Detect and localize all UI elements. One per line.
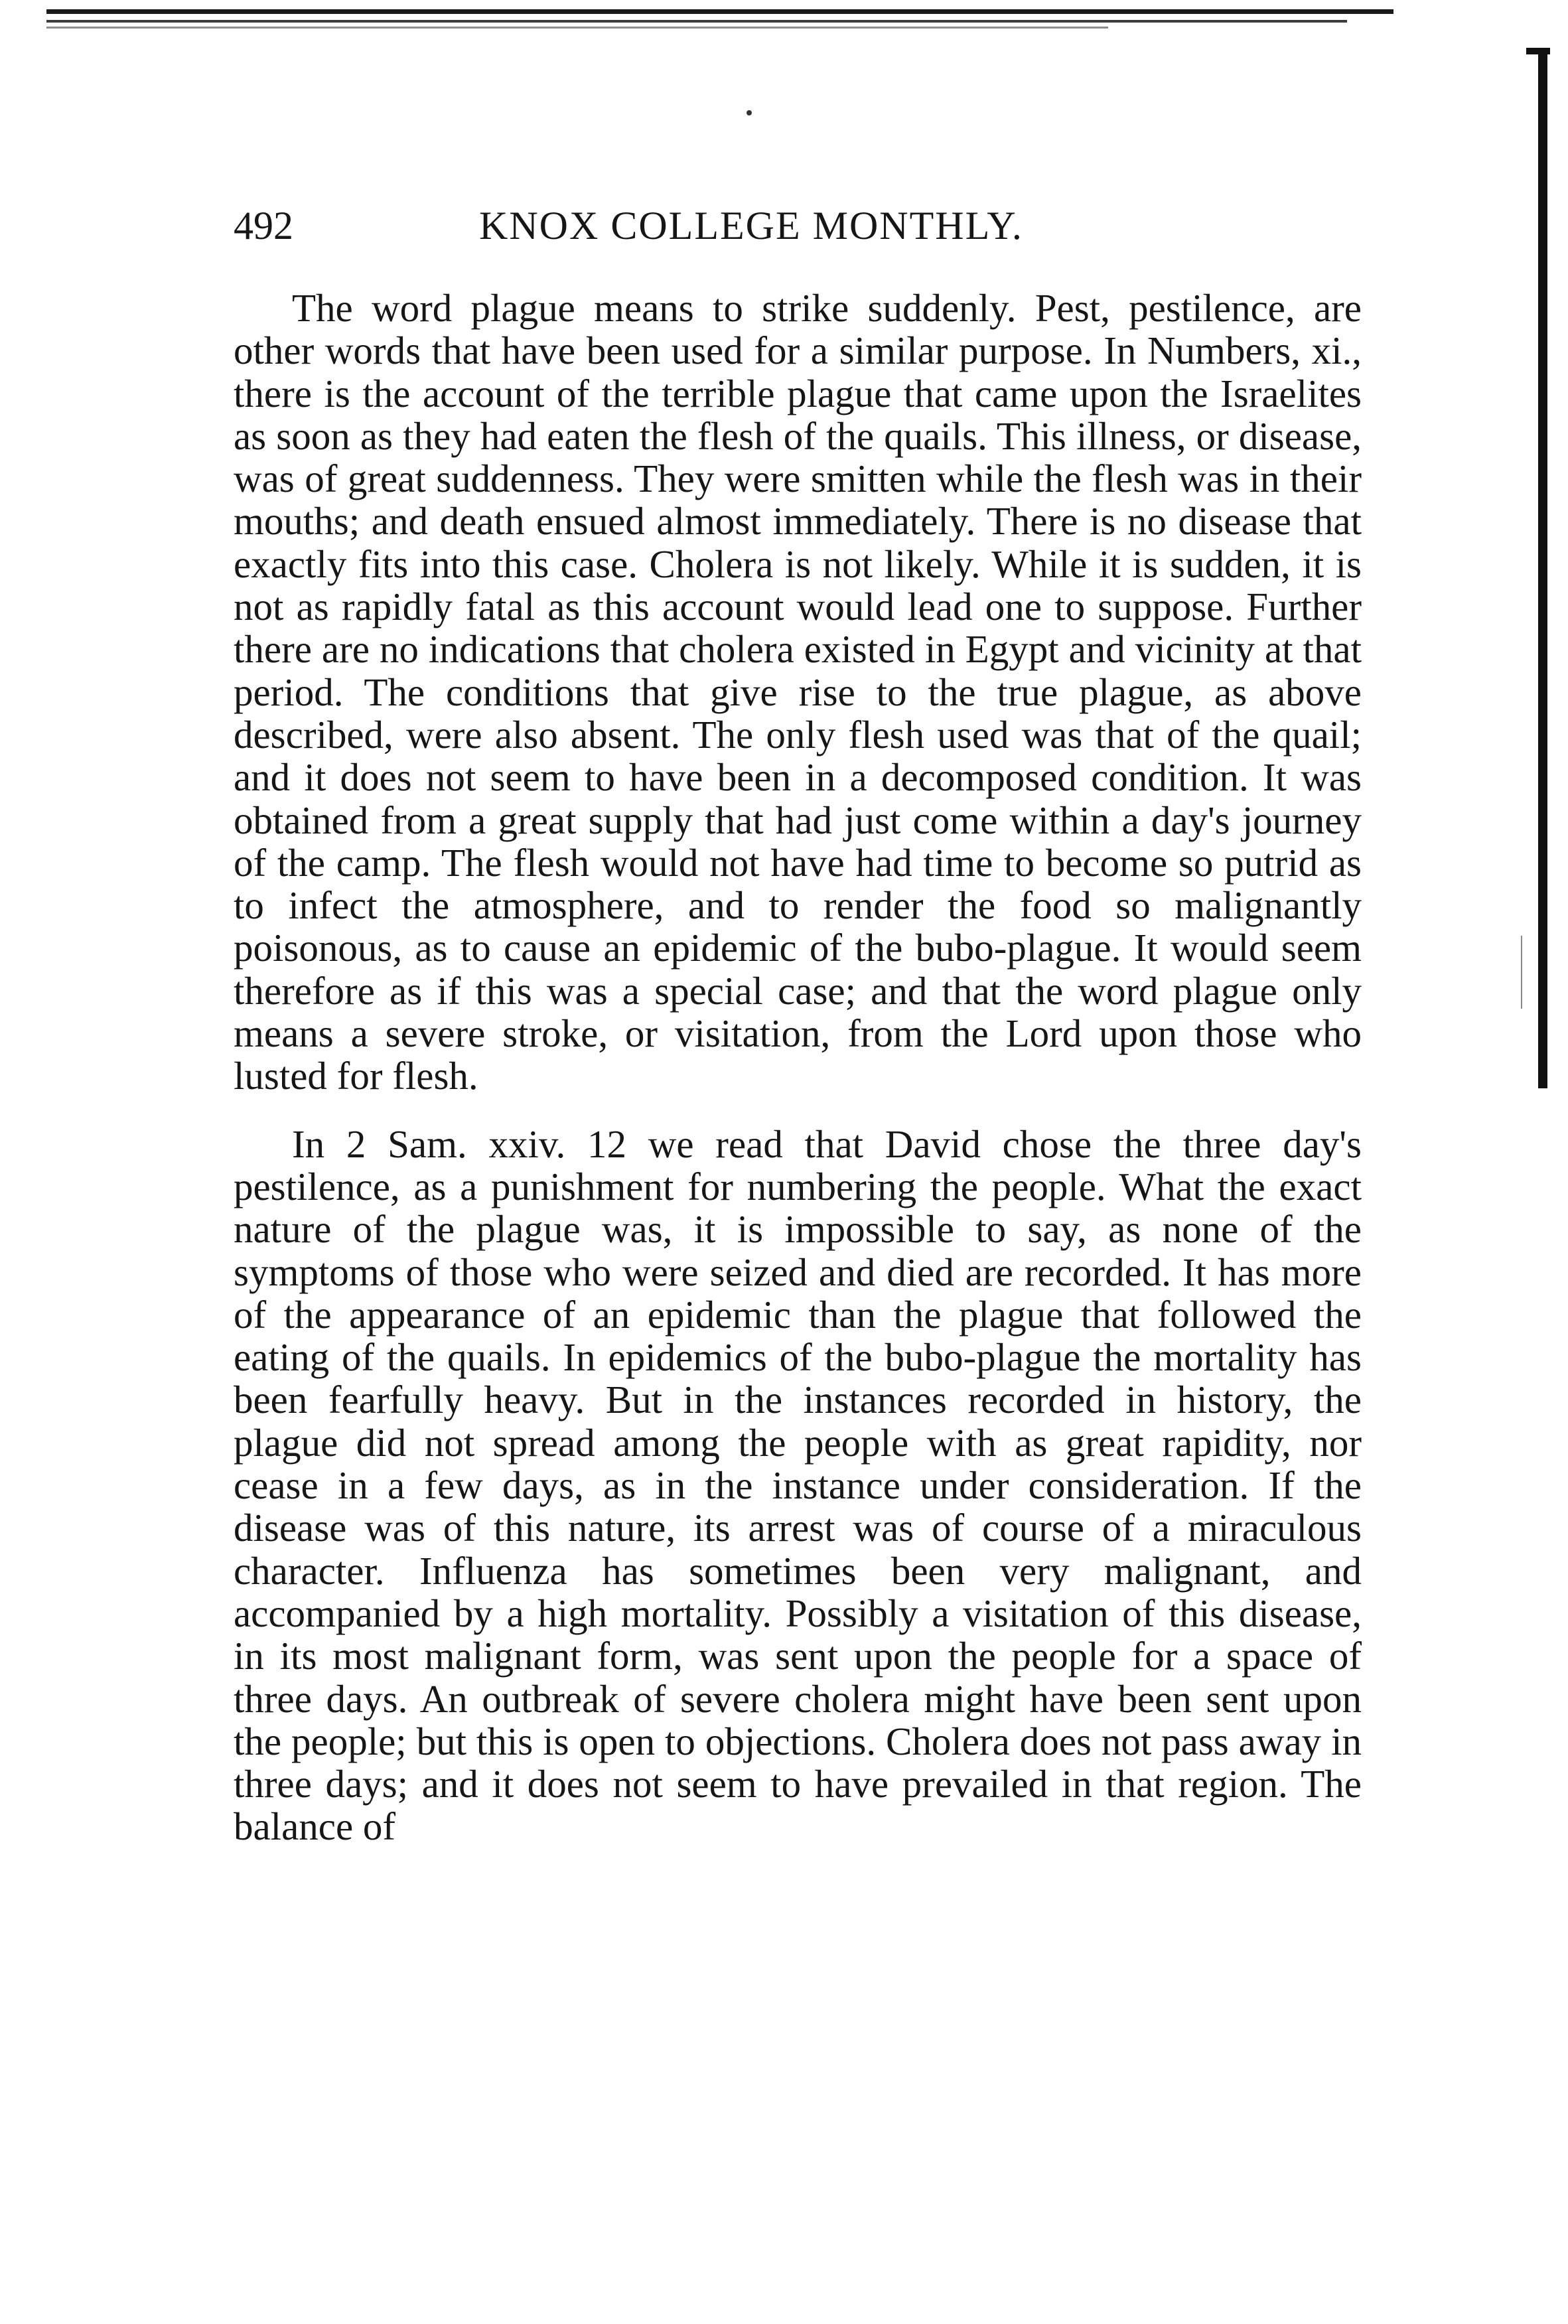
top-border-rule — [46, 9, 1393, 14]
top-border-rule-faint — [46, 27, 1108, 29]
page-binding-edge — [1538, 53, 1547, 1088]
top-border-rule-secondary — [46, 20, 1347, 23]
page-header — [234, 199, 1362, 252]
binding-mark — [1521, 936, 1522, 1009]
article-body — [234, 287, 1362, 1848]
ink-speck — [747, 110, 752, 115]
paragraph-numbers-quails: The word plague means to strike suddenly. Pest, pestilence, are other words that have been used for a similar purpose. In Numbers, xi., there is the account of the terrible plague that came upon the Israelites as soon as they had eaten the flesh of the quails. This illness, or disease, was of great suddenness. They were smitten while the flesh was in their mouths; and death ensued almost immediately. There is no disease that exactly fits into this case. Cholera is not likely. While it is sudden, it is not as rapidly fatal as this account would lead one to suppose. Further there are no indications that cholera existed in Egypt and vicinity at that period. The conditions that give rise to the true plague, as above described, were also absent. The only flesh used was that of the quail; and it does not seem to have been in a decomposed condition. It was obtained from a great supply that had just come within a day's journey of the camp. The flesh would not have had time to become so putrid as to infect the atmosphere, and to render the food so malignantly poisonous, as to cause an epidemic of the bubo-plague. It would seem therefore as if this was a special case; and that the word plague only means a severe stroke, or visitation, from the Lord upon those who lusted for flesh. — [234, 286, 1362, 1098]
running-head-title: KNOX COLLEGE MONTHLY. — [479, 204, 1023, 248]
page-number: 492 — [234, 204, 293, 248]
paragraph-david-pestilence: In 2 Sam. xxiv. 12 we read that David chose the three day's pestilence, as a punishment for numbering the people. What the exact nature of the plague was, it is impossible to say, as none of the symptoms of those who were seized and died are recorded. It has more of the appearance of an epidemic than the plague that followed the eating of the quails. In epidemics of the bubo-plague the mortality has been fearfully heavy. But in the instances recorded in history, the plague did not spread among the people with as great rapidity, nor cease in a few days, as in the instance under consideration. If the disease was of this nature, its arrest was of course of a miraculous character. Influenza has sometimes been very malignant, and accompanied by a high mortality. Possibly a visitation of this disease, in its most malignant form, was sent upon the people for a space of three days. An outbreak of severe cholera might have been sent upon the people; but this is open to objections. Cholera does not pass away in three days; and it does not seem to have prevailed in that region. The balance of — [234, 1122, 1362, 1849]
